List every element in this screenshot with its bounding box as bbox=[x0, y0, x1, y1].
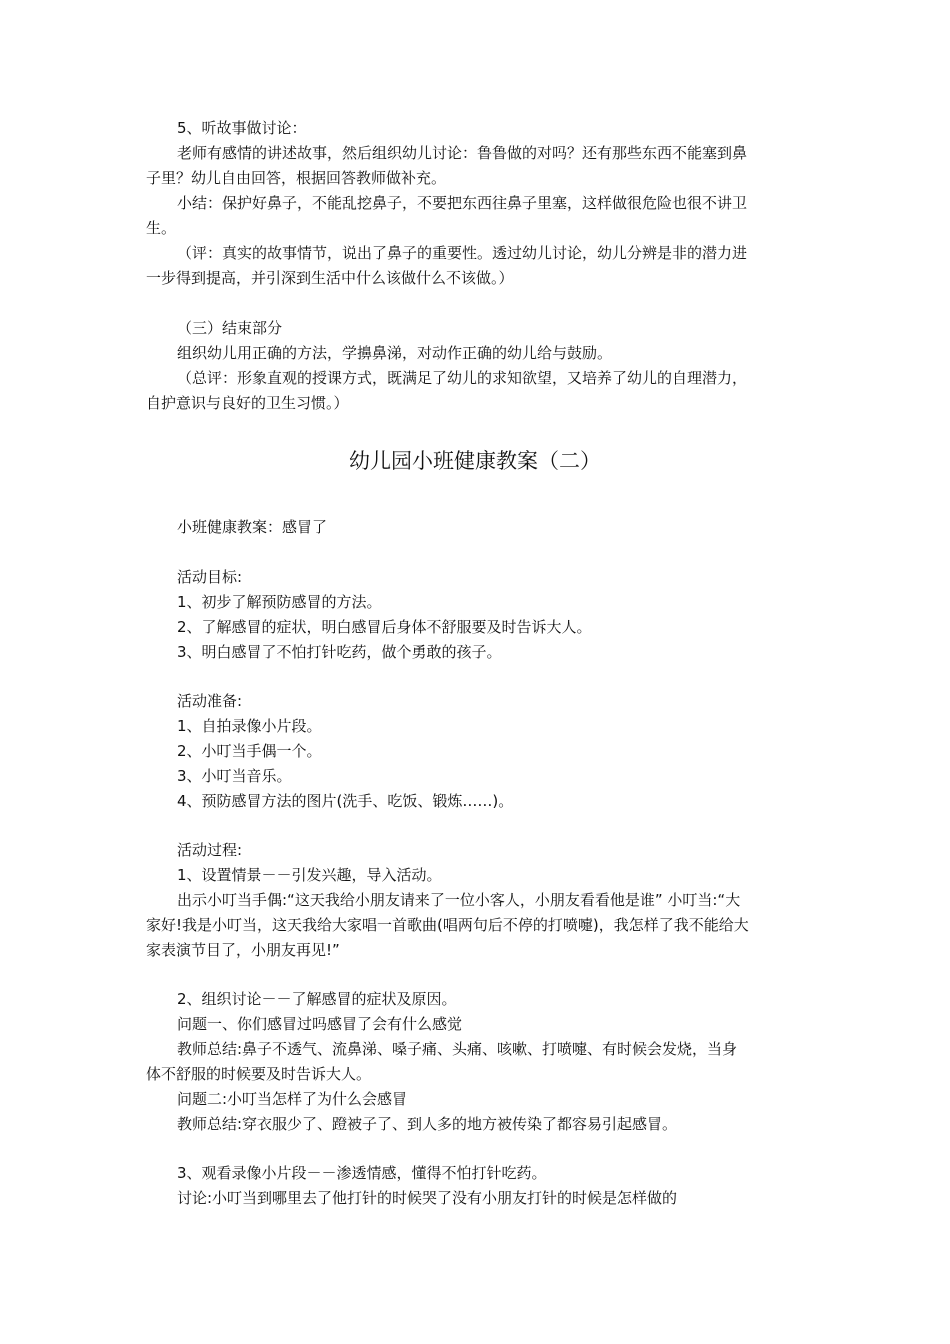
heading-preparation: 活动准备: bbox=[177, 692, 243, 710]
heading-goals: 活动目标: bbox=[177, 568, 243, 586]
comment-line: （评：真实的故事情节，说出了鼻子的重要性。透过幼儿讨论，幼儿分辨是非的潜力进 bbox=[177, 244, 748, 262]
paragraph-line: 体不舒服的时候要及时告诉大人。 bbox=[146, 1065, 372, 1083]
paragraph-line: 子里？幼儿自由回答，根据回答教师做补充。 bbox=[146, 169, 447, 187]
paragraph-line: 家好!我是小叮当，这天我给大家唱一首歌曲(唱两句后不停的打喷嚏)，我怎样了我不能给大 bbox=[146, 916, 749, 934]
comment-line: 一步得到提高，并引深到生活中什么该做什么不该做。） bbox=[146, 269, 514, 287]
discussion-line: 讨论:小叮当到哪里去了他打针的时候哭了没有小朋友打针的时候是怎样做的 bbox=[177, 1189, 678, 1207]
summary-line: 小结：保护好鼻子，不能乱挖鼻子，不要把东西往鼻子里塞，这样做很危险也很不讲卫 bbox=[177, 194, 748, 212]
goal-item: 1、初步了解预防感冒的方法。 bbox=[177, 593, 382, 611]
goal-item: 3、明白感冒了不怕打针吃药，做个勇敢的孩子。 bbox=[177, 643, 502, 661]
process-step: 2、组织讨论－－了解感冒的症状及原因。 bbox=[177, 990, 457, 1008]
paragraph-line: 教师总结:穿衣服少了、蹬被子了、到人多的地方被传染了都容易引起感冒。 bbox=[177, 1115, 678, 1133]
goal-item: 2、了解感冒的症状，明白感冒后身体不舒服要及时告诉大人。 bbox=[177, 618, 592, 636]
paragraph-line: 组织幼儿用正确的方法，学擤鼻涕，对动作正确的幼儿给与鼓励。 bbox=[177, 344, 613, 362]
paragraph-line: 出示小叮当手偶:“这天我给小朋友请来了一位小客人，小朋友看看他是谁” 小叮当:“大 bbox=[177, 891, 741, 909]
preparation-item: 4、预防感冒方法的图片(洗手、吃饭、锻炼……)。 bbox=[177, 792, 514, 810]
paragraph-line: 家表演节目了，小朋友再见!” bbox=[146, 941, 340, 959]
preparation-item: 2、小叮当手偶一个。 bbox=[177, 742, 322, 760]
paragraph-line: 教师总结:鼻子不透气、流鼻涕、嗓子痛、头痛、咳嗽、打喷嚏、有时候会发烧，当身 bbox=[177, 1040, 738, 1058]
preparation-item: 1、自拍录像小片段。 bbox=[177, 717, 322, 735]
heading-ending-part: （三）结束部分 bbox=[177, 319, 283, 337]
process-step: 3、观看录像小片段－－渗透情感，懂得不怕打针吃药。 bbox=[177, 1164, 547, 1182]
question-line: 问题二:小叮当怎样了为什么会感冒 bbox=[177, 1090, 408, 1108]
lesson-subtitle: 小班健康教案：感冒了 bbox=[177, 518, 328, 536]
question-line: 问题一、你们感冒过吗感冒了会有什么感觉 bbox=[177, 1015, 463, 1033]
overall-comment-line: （总评：形象直观的授课方式，既满足了幼儿的求知欲望，又培养了幼儿的自理潜力， bbox=[177, 369, 748, 387]
document-title: 幼儿园小班健康教案（二） bbox=[349, 449, 601, 473]
summary-line: 生。 bbox=[146, 219, 177, 237]
preparation-item: 3、小叮当音乐。 bbox=[177, 767, 292, 785]
paragraph-line: 老师有感情的讲述故事，然后组织幼儿讨论：鲁鲁做的对吗？还有那些东西不能塞到鼻 bbox=[177, 144, 748, 162]
process-step: 1、设置情景－－引发兴趣，导入活动。 bbox=[177, 866, 442, 884]
overall-comment-line: 自护意识与良好的卫生习惯。） bbox=[146, 394, 349, 412]
heading-listen-story: 5、听故事做讨论： bbox=[177, 119, 307, 137]
heading-process: 活动过程: bbox=[177, 841, 243, 859]
